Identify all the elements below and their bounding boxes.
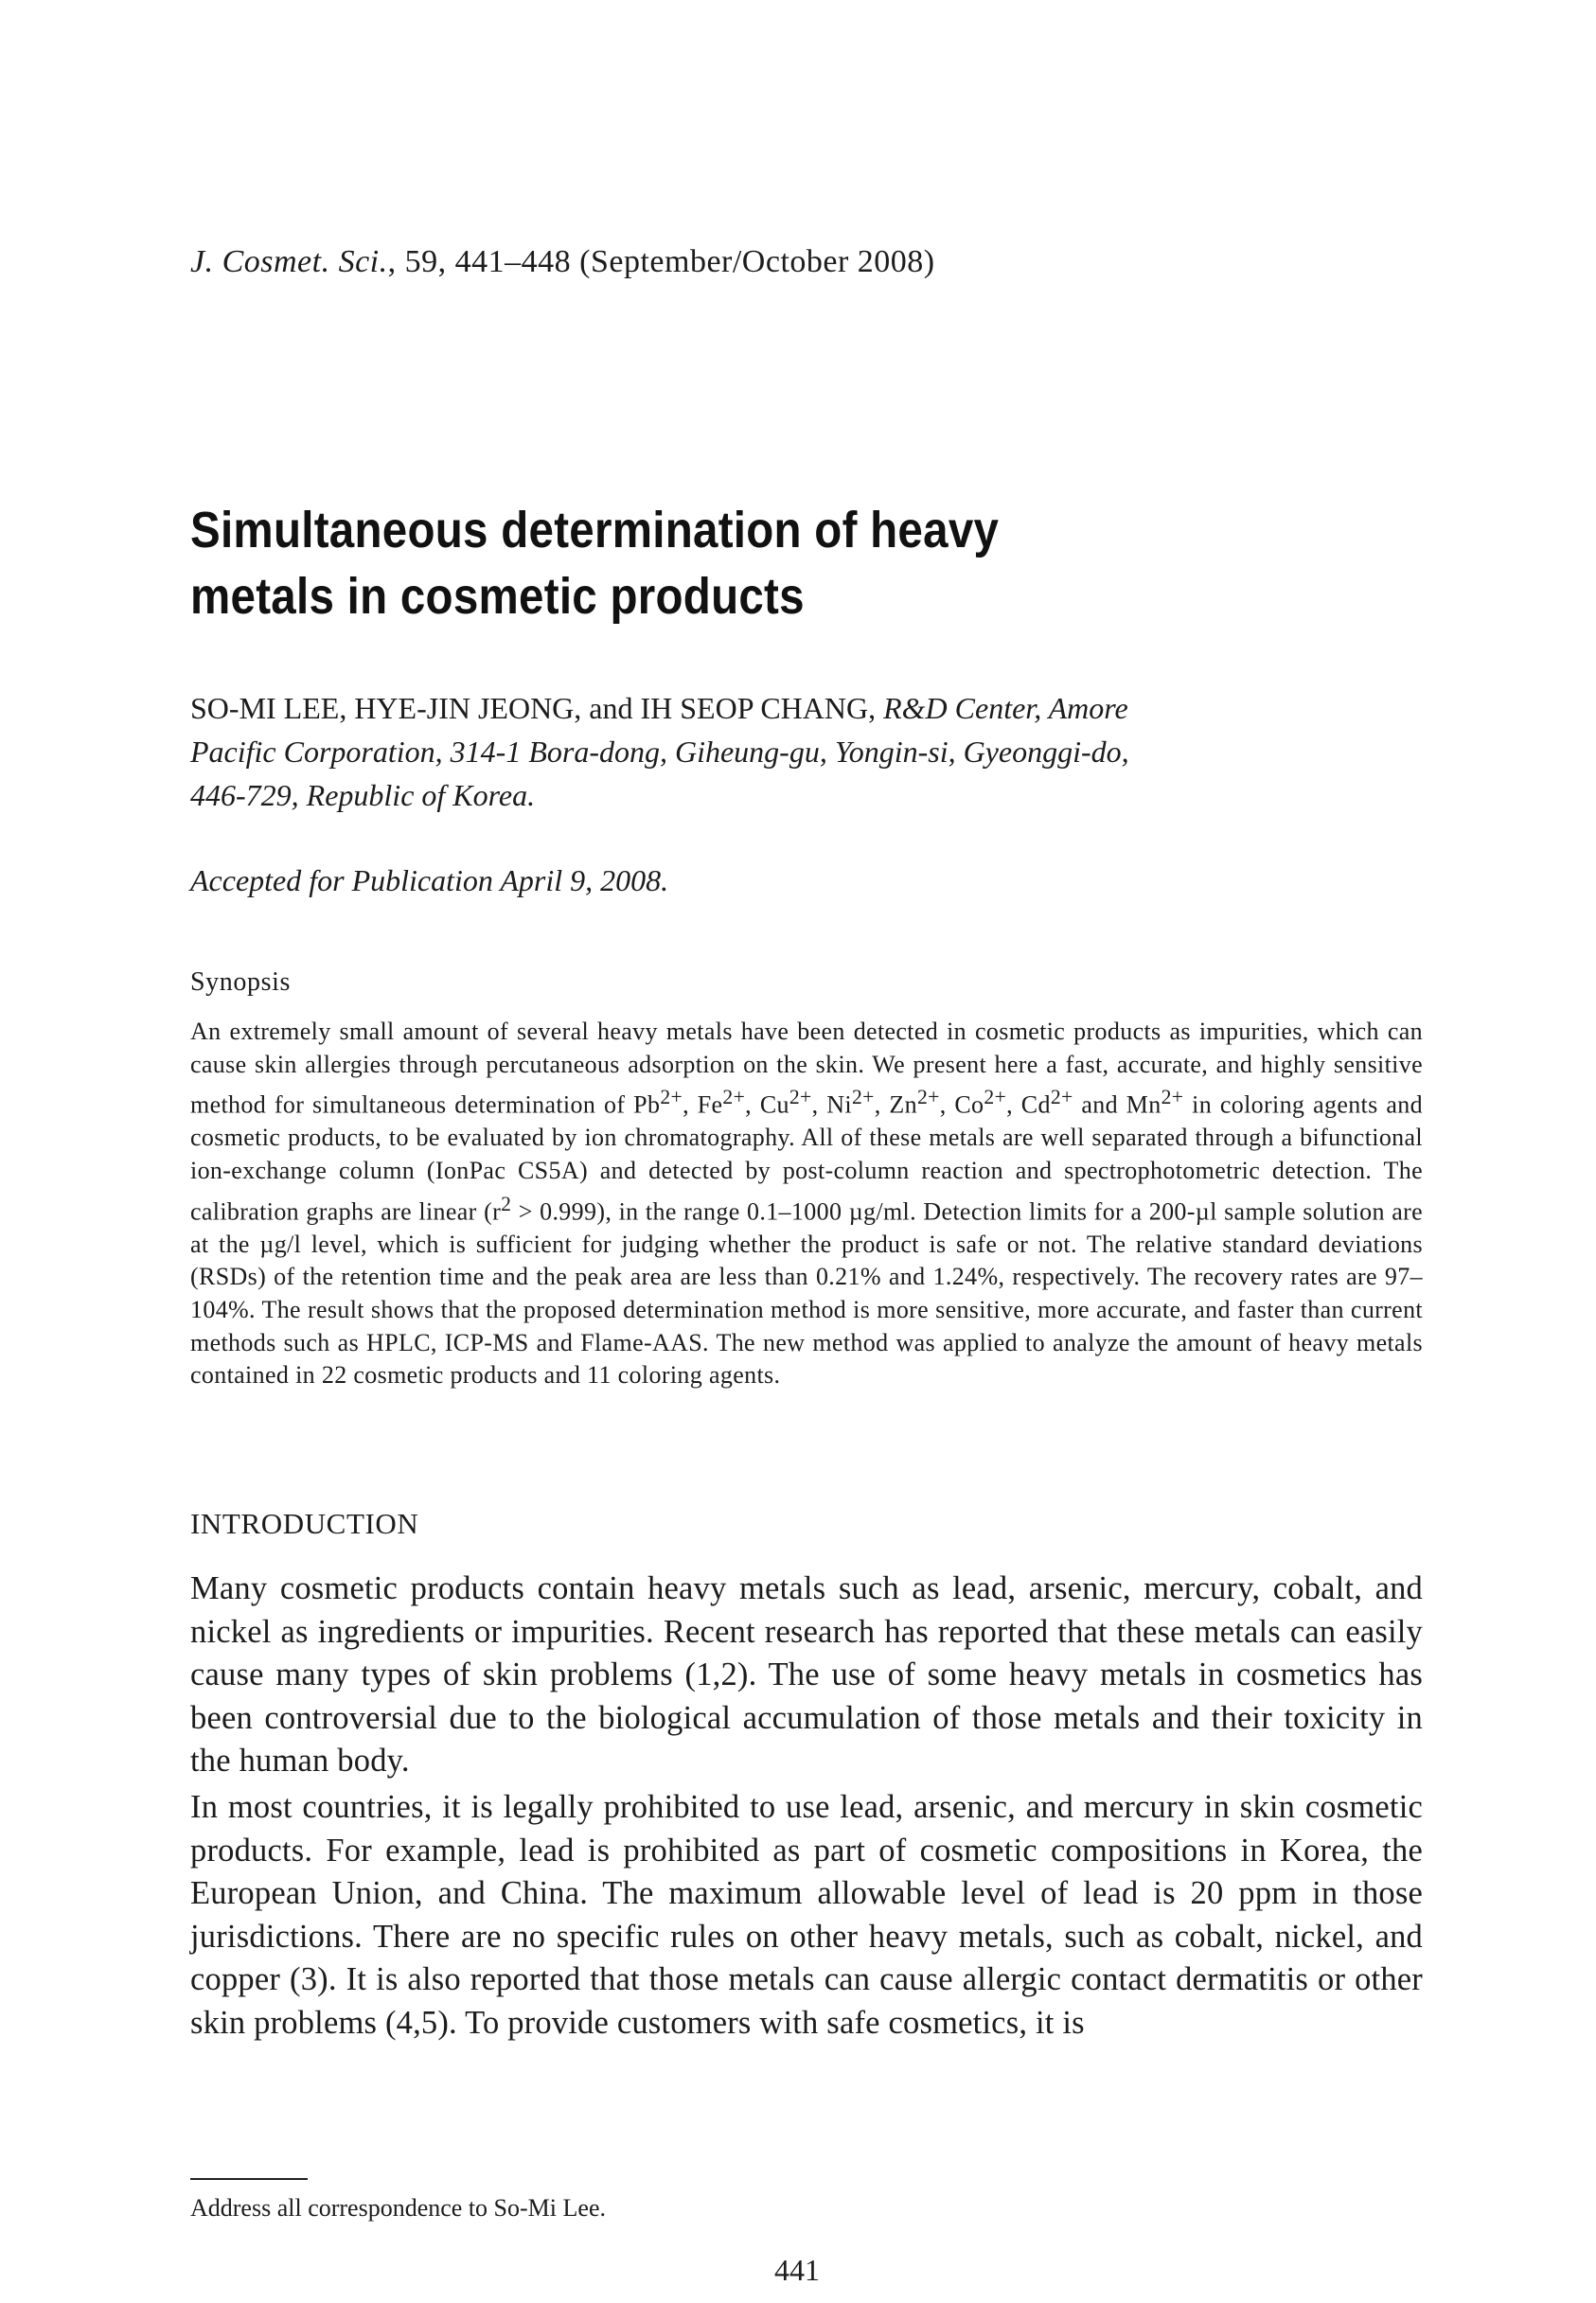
introduction-paragraph-2: In most countries, it is legally prohibited to use lead, arsenic, and mercury in skin cosmetic products. For example, lead is prohibited as part of cosmetic compositions in Korea, the European Union, and China. The maximum allowable level of lead is 20 ppm in those jurisdictions. There are no specific rules on other heavy metals, such as cobalt, nickel, and copper (3). It is also reported that those metals can cause allergic contact dermatitis or other skin problems (4,5). To provide customers with safe cosmetics, it is bbox=[190, 1789, 1423, 2041]
synopsis-text-part: , Ni bbox=[811, 1090, 852, 1119]
footnote-divider bbox=[190, 2178, 308, 2180]
author-affiliation-block bbox=[190, 686, 1137, 817]
synopsis-text-part: , Cd bbox=[1006, 1090, 1051, 1119]
ion-charge: 2+ bbox=[660, 1086, 683, 1109]
ion-charge: 2+ bbox=[1161, 1086, 1184, 1109]
page-number: 441 bbox=[774, 2253, 820, 2287]
citation-details: , 59, 441–448 (September/October 2008) bbox=[387, 244, 935, 279]
affiliation: R&D Center, Amore Pacific Corporation, 314-1 Bora-dong, Giheung-gu, Yongin-si, Gyeonggi-do, 446-729, Republic of Korea. bbox=[190, 691, 1129, 812]
synopsis-text-part: in coloring agents and cosmetic products, to be evaluated by ion chromatography. All of these metals are well separated through a bifunctional ion-exchange column (IonPac CS5A) and detected by post-column reaction and spectrophotometric detection. The calibration graphs are linear (r bbox=[190, 1090, 1423, 1226]
journal-name: J. Cosmet. Sci. bbox=[190, 244, 388, 279]
introduction-paragraph-1: Many cosmetic products contain heavy metals such as lead, arsenic, mercury, cobalt, and nickel as ingredients or impurities. Recent research has reported that these metals can easily cause many types of skin problems (1,2). The use of some heavy metals in cosmetics has been controversial due to the biological accumulation of those metals and their toxicity in the human body. bbox=[190, 1570, 1423, 1780]
synopsis-heading: Synopsis bbox=[190, 967, 291, 997]
synopsis-text-part: , Zn bbox=[874, 1090, 917, 1119]
synopsis-text-part: , Fe bbox=[683, 1090, 723, 1119]
ion-charge: 2+ bbox=[722, 1086, 746, 1109]
ion-charge: 2+ bbox=[1050, 1086, 1073, 1109]
synopsis-text bbox=[190, 1016, 1423, 1392]
synopsis-text-part: An extremely small amount of several heavy metals have been detected in cosmetic products as impurities, which can cause skin allergies through percutaneous adsorption on the skin. We present here a fast, accurate, and highly sensitive method for simultaneous determination of Pb bbox=[190, 1018, 1423, 1119]
synopsis-text-part: and Mn bbox=[1073, 1090, 1162, 1119]
body-paragraph bbox=[190, 1568, 1423, 1783]
author-list: SO-MI LEE, HYE-JIN JEONG, and IH SEOP CHANG, bbox=[190, 691, 884, 725]
running-header bbox=[190, 244, 935, 280]
r-squared-exponent: 2 bbox=[501, 1192, 512, 1215]
footnote: Address all correspondence to So-Mi Lee. bbox=[190, 2194, 606, 2222]
article-title: Simultaneous determination of heavy metals in cosmetic products bbox=[190, 502, 1000, 625]
ion-charge: 2+ bbox=[789, 1086, 812, 1109]
acceptance-date: Accepted for Publication April 9, 2008. bbox=[190, 863, 669, 897]
ion-charge: 2+ bbox=[916, 1086, 940, 1109]
body-paragraph bbox=[190, 1786, 1423, 2046]
synopsis-text-part: , Cu bbox=[745, 1090, 789, 1119]
ion-charge: 2+ bbox=[851, 1086, 875, 1109]
ion-charge: 2+ bbox=[984, 1086, 1007, 1109]
introduction-heading: INTRODUCTION bbox=[190, 1507, 419, 1540]
synopsis-text-part: , Co bbox=[939, 1090, 984, 1119]
synopsis-text-part: > 0.999), in the range 0.1–1000 µg/ml. Detection limits for a 200-µl sample solution are at the µg/l level, which is sufficient for judging whether the product is safe or not. The relative standard deviations (RSDs) of the retention time and the peak area are less than 0.21% and 1.24%, respectively. The recovery rates are 97–104%. The result shows that the proposed determination method is more sensitive, more accurate, and faster than current methods such as HPLC, ICP-MS and Flame-AAS. The new method was applied to analyze the amount of heavy metals contained in 22 cosmetic products and 11 coloring agents. bbox=[190, 1197, 1423, 1390]
